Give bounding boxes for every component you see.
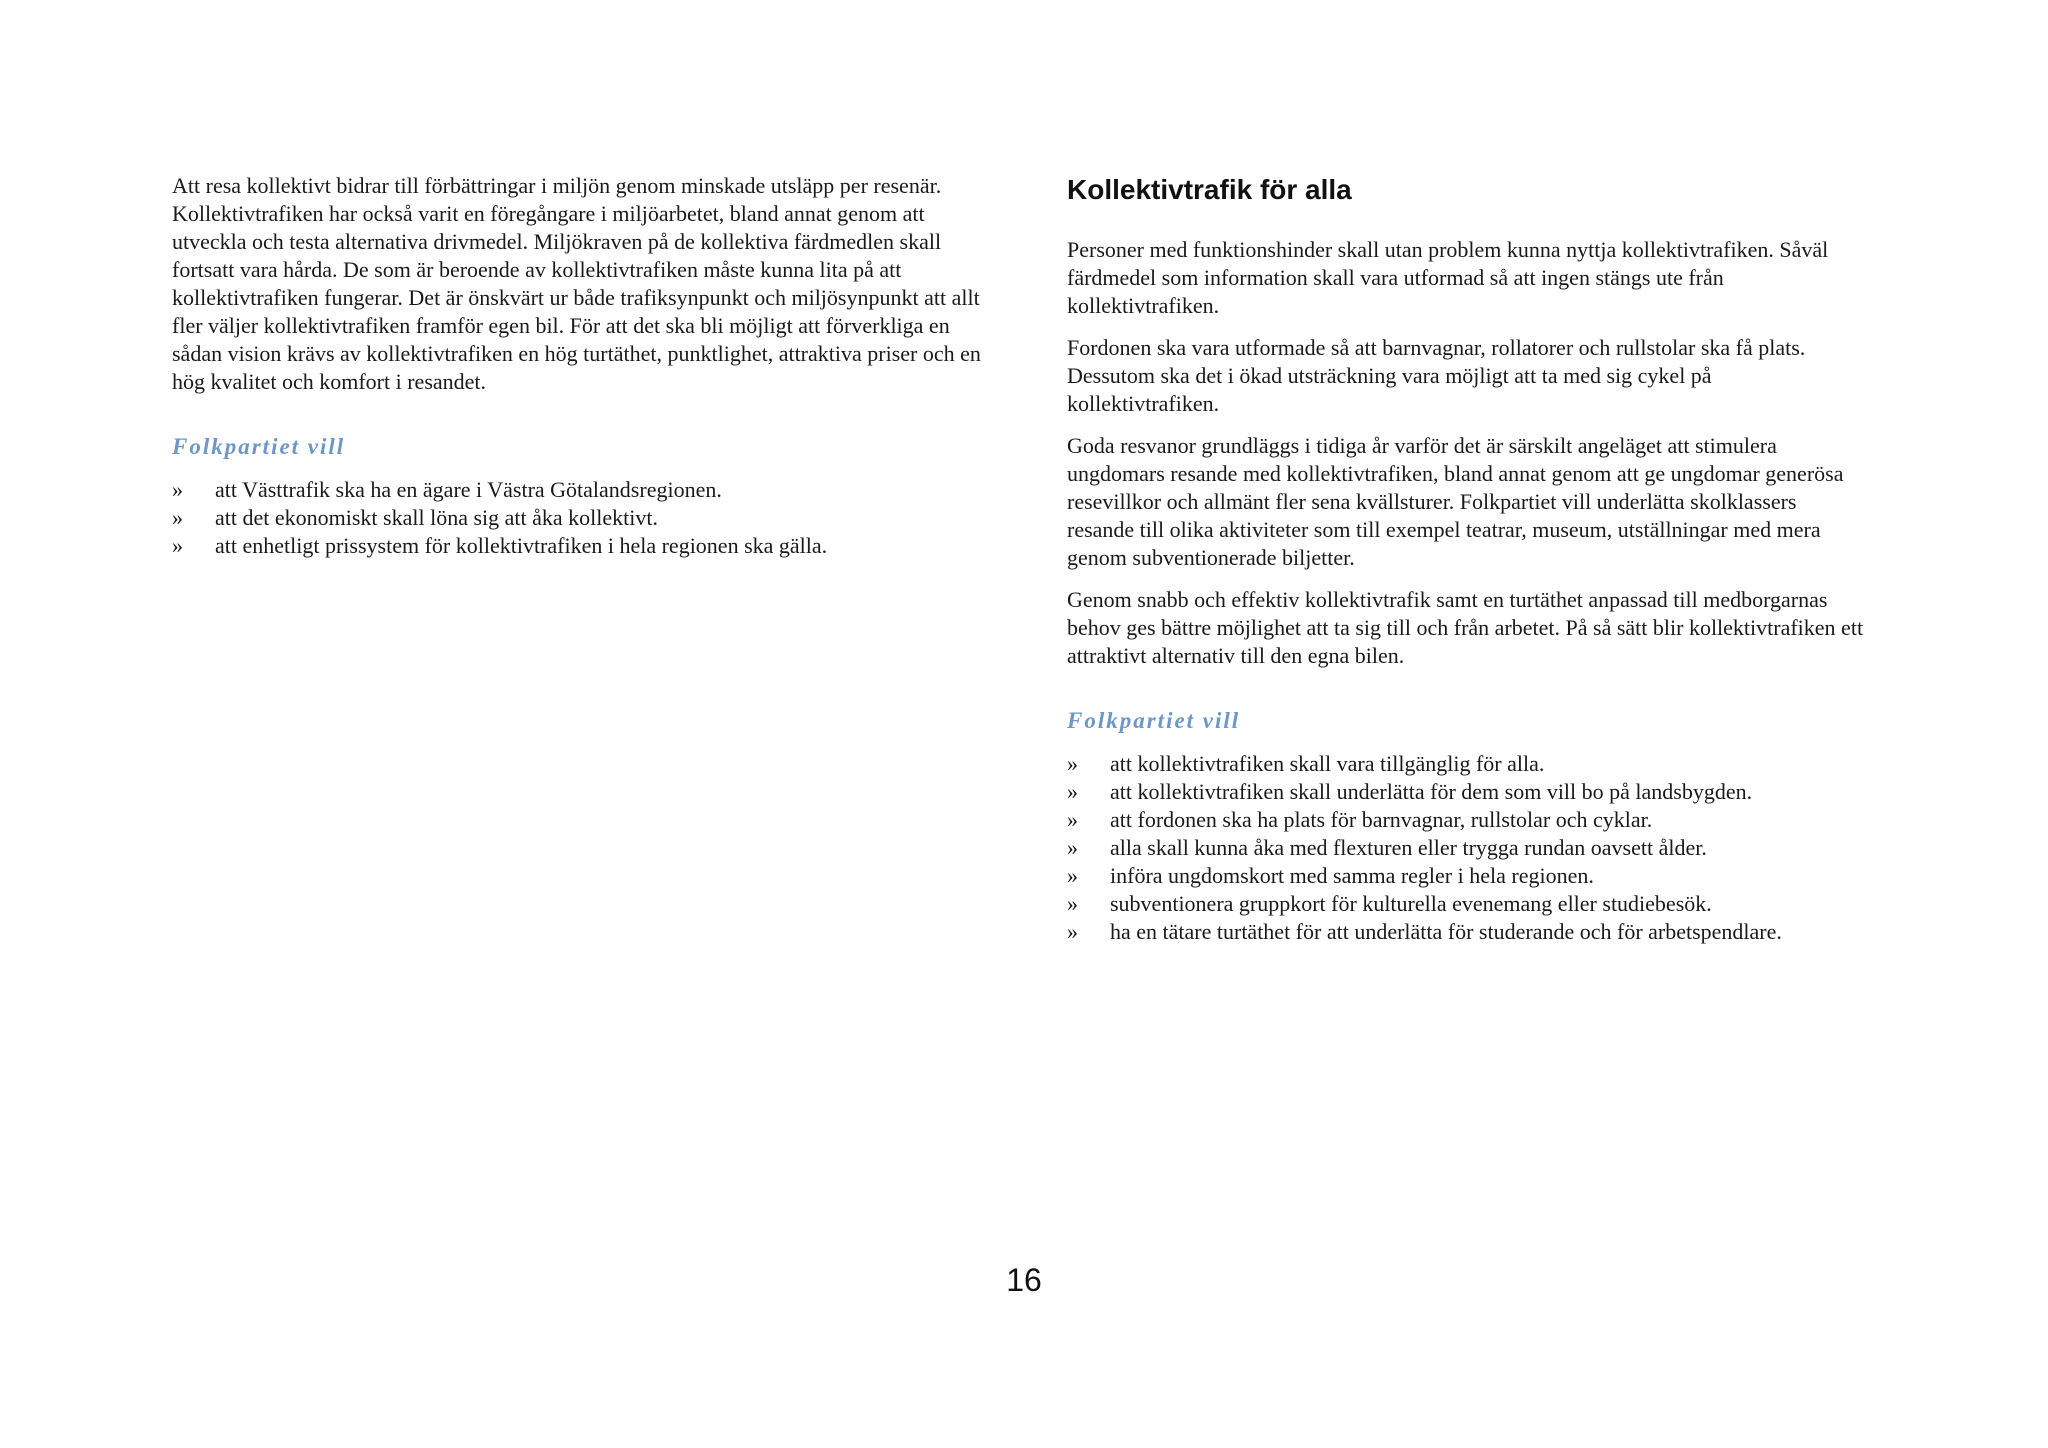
left-column (172, 172, 1004, 560)
list-item-text: att Västtrafik ska ha en ägare i Västra Götalandsregionen. (215, 477, 722, 502)
bullet-marker: » (1067, 863, 1078, 888)
bullet-marker: » (1067, 919, 1078, 944)
intro-paragraph: Att resa kollektivt bidrar till förbättringar i miljön genom minskade utsläpp per resenär. Kollektivtrafiken har också varit en föregångare i miljöarbetet, bland annat genom att utveckla och testa alternativa drivmedel. Miljökraven på de kollektiva färdmedlen skall fortsatt vara hårda. De som är beroende av kollektivtrafiken måste kunna lita på att kollektivtrafiken fungerar. Det är önskvärt ur både trafiksynpunkt och miljösynpunkt att allt fler väljer kollektivtrafiken framför egen bil. För att det ska bli möjligt att förverkliga en sådan vision krävs av kollektivtrafiken en hög turtäthet, punktlighet, attraktiva priser och en hög kvalitet och komfort i resandet. (172, 173, 981, 394)
section-heading: Kollektivtrafik för alla (1067, 174, 1352, 205)
right-column (1067, 172, 1867, 946)
left-bullet-list (172, 476, 1004, 560)
list-item (172, 504, 1004, 532)
bullet-marker: » (1067, 807, 1078, 832)
bullet-marker: » (172, 477, 183, 502)
list-item-text: alla skall kunna åka med flexturen eller trygga rundan oavsett ålder. (1110, 835, 1707, 860)
list-item (172, 476, 1004, 504)
list-item-text: införa ungdomskort med samma regler i hela regionen. (1110, 863, 1594, 888)
list-item (1067, 750, 1867, 778)
paragraph: Fordonen ska vara utformade så att barnvagnar, rollatorer och rullstolar ska få plats. Dessutom ska det i ökad utsträckning vara möjligt att ta med sig cykel på kollektivtrafiken. (1067, 335, 1806, 416)
list-item-text: att enhetligt prissystem för kollektivtrafiken i hela regionen ska gälla. (215, 533, 828, 558)
bullet-marker: » (1067, 891, 1078, 916)
list-item-text: subventionera gruppkort för kulturella evenemang eller studiebesök. (1110, 891, 1712, 916)
bullet-marker: » (1067, 779, 1078, 804)
page-number: 16 (1006, 1262, 1042, 1298)
bullet-marker: » (172, 533, 183, 558)
list-item-text: att det ekonomiskt skall löna sig att åka kollektivt. (215, 505, 658, 530)
list-item (1067, 890, 1867, 918)
list-item (1067, 918, 1867, 946)
bullet-marker: » (172, 505, 183, 530)
paragraph: Genom snabb och effektiv kollektivtrafik samt en turtäthet anpassad till medborgarnas behov ges bättre möjlighet att ta sig till och från arbetet. På så sätt blir kollektivtrafiken ett attraktivt alternativ till den egna bilen. (1067, 587, 1864, 668)
list-item-text: att kollektivtrafiken skall underlätta för dem som vill bo på landsbygden. (1110, 779, 1753, 804)
list-item-text: ha en tätare turtäthet för att underlätta för studerande och för arbetspendlare. (1110, 919, 1782, 944)
right-subheading: Folkpartiet vill (1067, 708, 1241, 733)
list-item-text: att fordonen ska ha plats för barnvagnar, rullstolar och cyklar. (1110, 807, 1653, 832)
bullet-marker: » (1067, 751, 1078, 776)
paragraph: Goda resvanor grundläggs i tidiga år varför det är särskilt angeläget att stimulera ungdomars resande med kollektivtrafiken, bland annat genom att ge ungdomar generösa resevillkor och allmänt fler sena kvällsturer. Folkpartiet vill underlätta skolklassers resande till olika aktiviteter som till exempel teatrar, museum, utställningar med mera genom subventionerade biljetter. (1067, 433, 1844, 570)
list-item (1067, 834, 1867, 862)
list-item (172, 532, 1004, 560)
list-item (1067, 778, 1867, 806)
bullet-marker: » (1067, 835, 1078, 860)
right-bullet-list (1067, 750, 1867, 946)
left-subheading: Folkpartiet vill (172, 434, 346, 459)
list-item-text: att kollektivtrafiken skall vara tillgänglig för alla. (1110, 751, 1545, 776)
list-item (1067, 862, 1867, 890)
list-item (1067, 806, 1867, 834)
paragraph: Personer med funktionshinder skall utan problem kunna nyttja kollektivtrafiken. Såväl färdmedel som information skall vara utformad så att ingen stängs ute från kollektivtrafiken. (1067, 237, 1829, 318)
